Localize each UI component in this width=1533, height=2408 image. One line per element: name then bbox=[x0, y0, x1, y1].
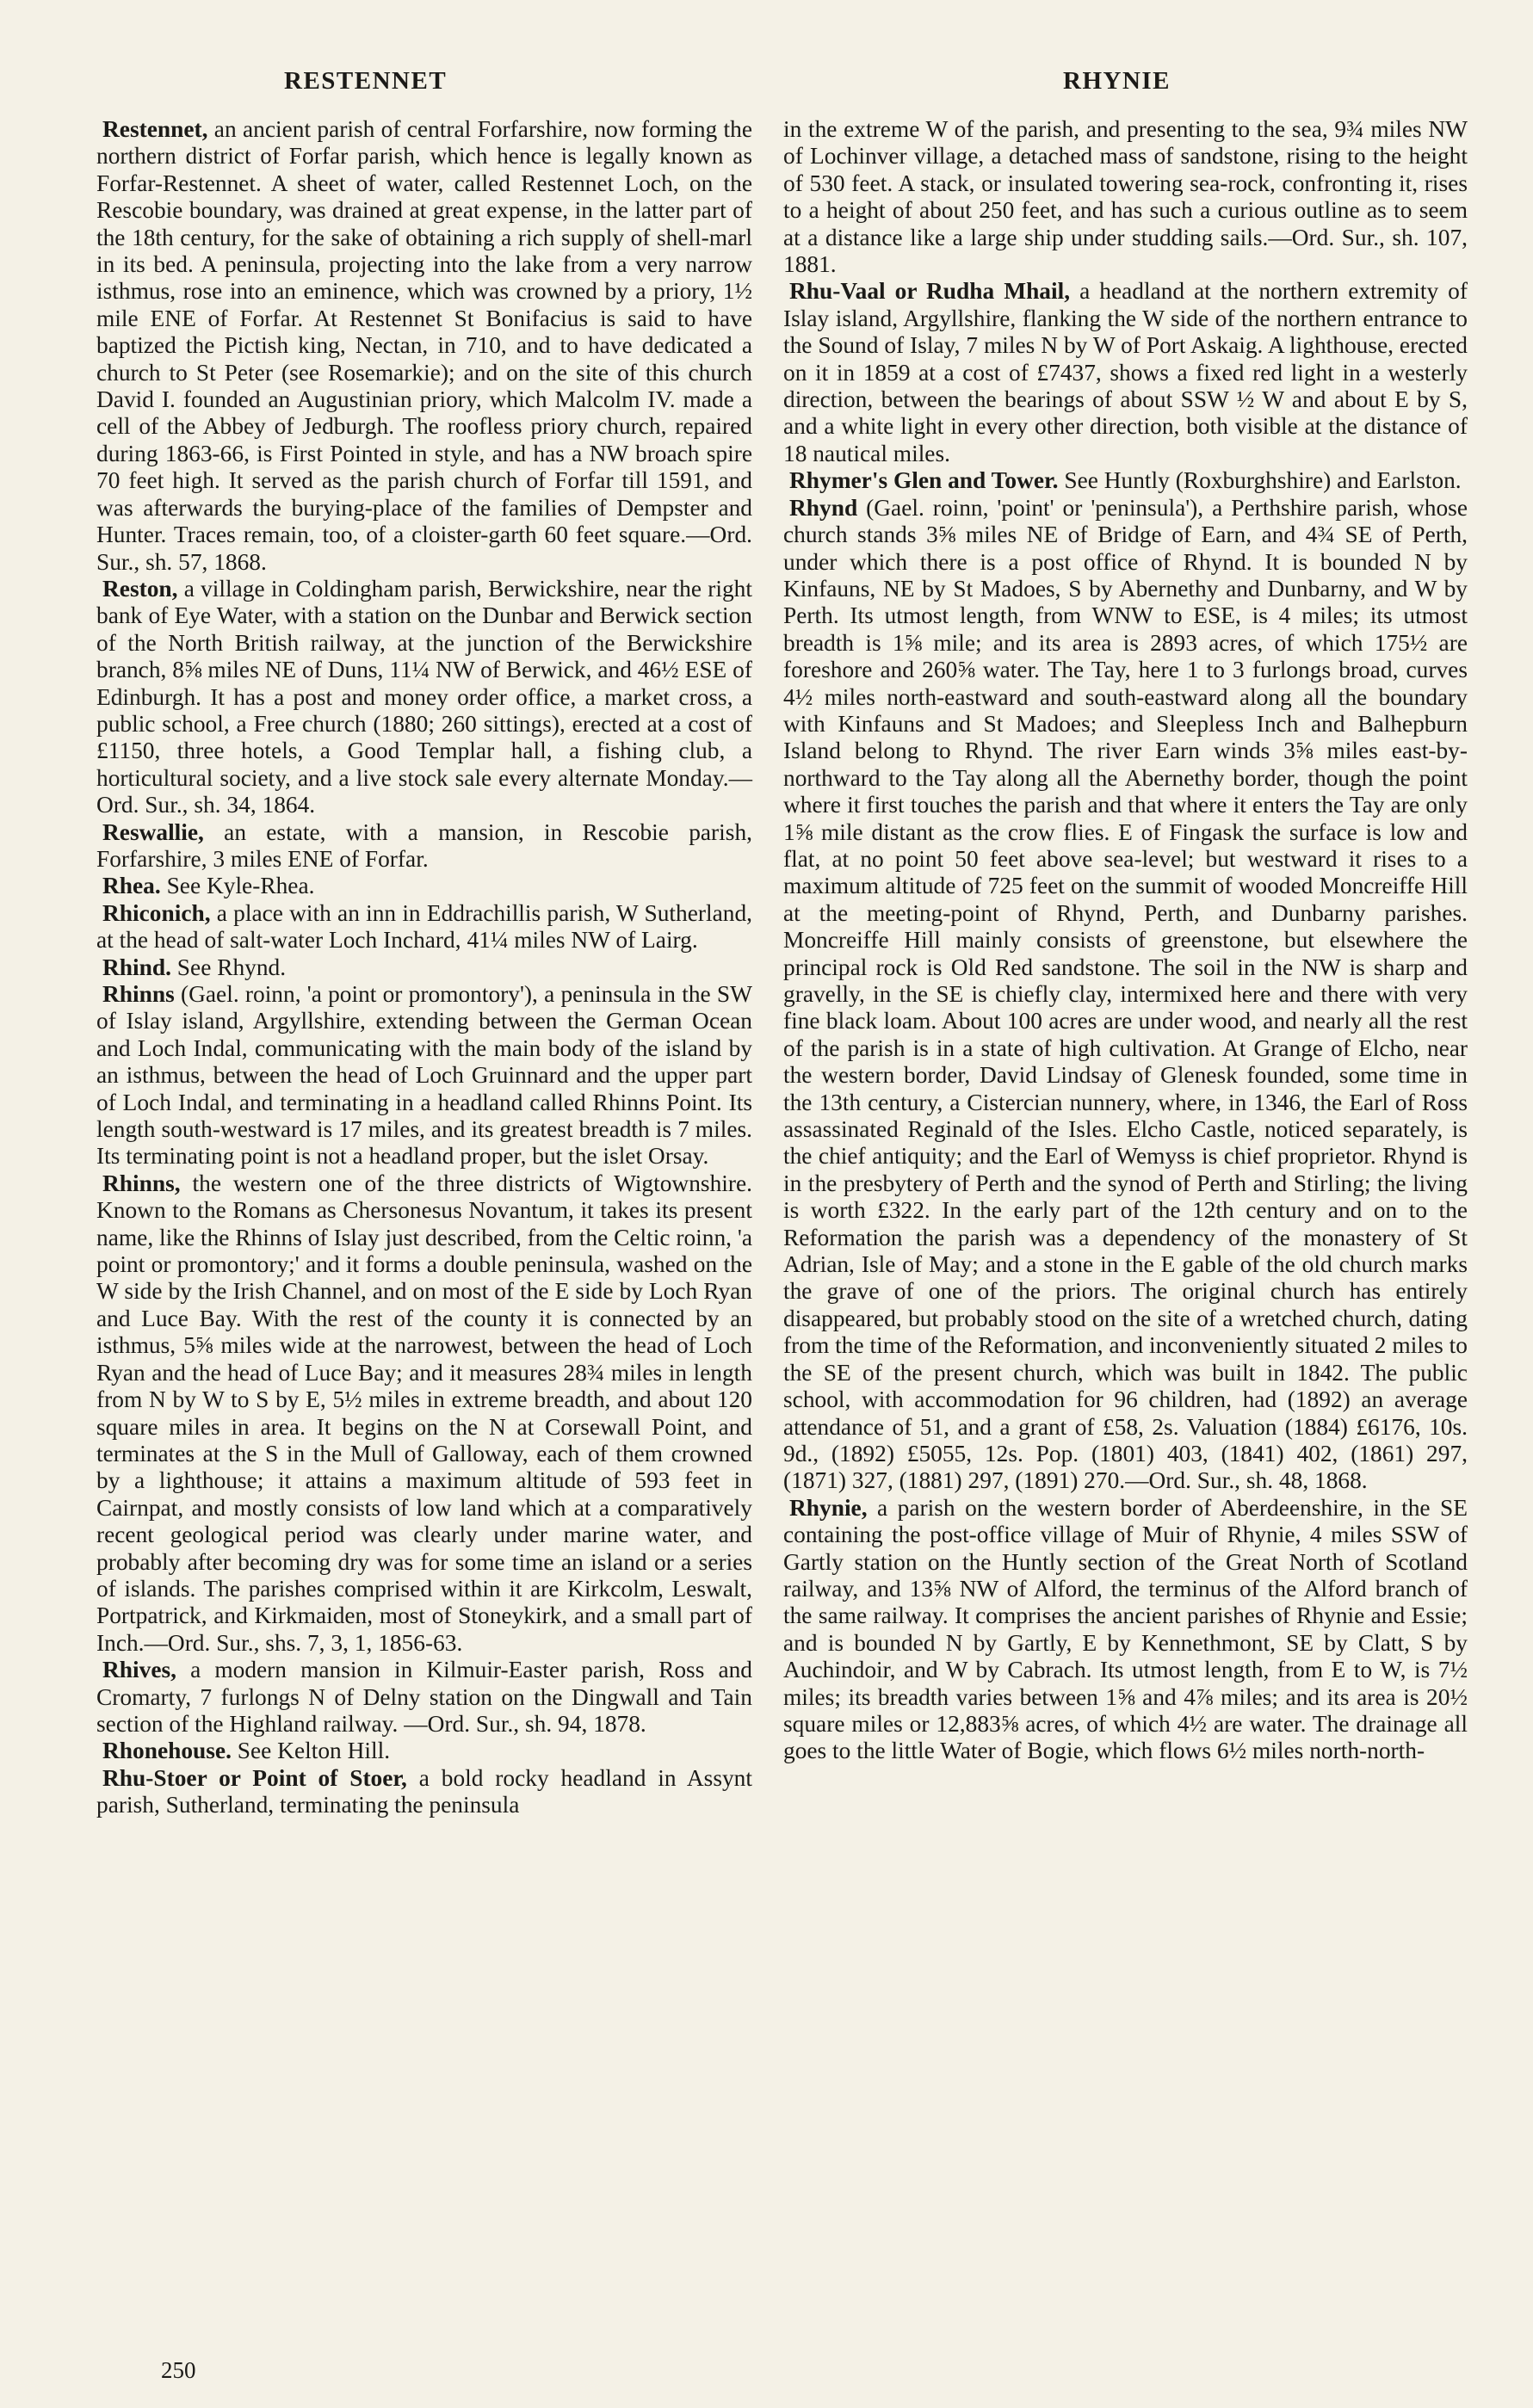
entry-headword: Rhu-Vaal or Rudha Mhail, bbox=[789, 278, 1071, 305]
entry-headword: Rhives, bbox=[102, 1657, 176, 1683]
gazetteer-entry bbox=[96, 576, 752, 819]
entry-text: (Gael. roinn, 'a point or promontory'), a peninsula in the SW of Islay island, Argyllshire, extending between the German Ocean and Loch Indal, communicating with the main body of the island by an isthmus, between the head of Loch Gruinnard and the upper part of Loch Indal, and terminating in a headland called Rhinns Point. Its length south-westward is 17 miles, and its greatest breadth is 7 miles. Its terminating point is not a headland proper, but the islet Orsay. bbox=[96, 981, 752, 1170]
entry-headword: Rhind. bbox=[102, 954, 171, 980]
entry-headword: Reston, bbox=[102, 575, 178, 602]
entry-headword: Reswallie, bbox=[102, 818, 204, 845]
gazetteer-entry bbox=[96, 819, 752, 874]
entry-headword: Rhinns bbox=[102, 981, 175, 1007]
entry-text: an estate, with a mansion, in Rescobie parish, Forfarshire, 3 miles ENE of Forfar. bbox=[96, 818, 752, 872]
entry-headword: Rhynie, bbox=[789, 1494, 868, 1521]
entry-headword: Restennet, bbox=[102, 116, 208, 142]
entry-text: See Rhynd. bbox=[170, 954, 287, 980]
entry-text: a parish on the western border of Aberdeenshire, in the SE containing the post-office village of Muir of Rhynie, 4 miles SSW of Gartly station on the Huntly section of the Great North of Scotland railway, and 13⅝ NW of Alford, the terminus of the Alford branch of the same railway. It comprises the ancient parishes of Rhynie and Essie; and is bounded N by Gartly, E by Kennethmont, SE by Clatt, S by Auchindoir, and W by Cabrach. Its utmost length, from E to W, is 7½ miles; its breadth varies between 1⅝ and 4⅞ miles; and its area is 20½ square miles or 12,883⅝ acres, of which 4½ are water. The drainage all goes to the little Water of Bogie, which flows 6½ miles north-north- bbox=[783, 1494, 1468, 1764]
gazetteer-entry bbox=[96, 954, 752, 981]
entry-text: a bold rocky headland in Assynt parish, Sutherland, terminating the peninsula bbox=[96, 1764, 752, 1818]
entry-text: (Gael. roinn, 'point' or 'peninsula'), a Perthshire parish, whose church stands 3⅝ miles NE of Bridge of Earn, and 4¾ SE of Perth, under which there is a post office of Rhynd. It is bounded N by Kinfauns, NE by St Madoes, S by Abernethy and Dunbarny, and W by Perth. Its utmost length, from WNW to ESE, is 4 miles; its utmost breadth is 1⅝ mile; and its area is 2893 acres, of which 175½ are foreshore and 260⅝ water. The Tay, here 1 to 3 furlongs broad, curves 4½ miles north-eastward and south-eastward along all the boundary with Kinfauns and St Madoes; and Sleepless Inch and Balhepburn Island belong to Rhynd. The river Earn winds 3⅝ miles east-by-northward to the Tay along all the Abernethy border, though the point where it first touches the parish and that where it enters the Tay are only 1⅝ mile distant as the crow flies. E of Fingask the surface is low and flat, at no point 50 feet above sea-level; but westward it rises to a maximum altitude of 725 feet on the summit of wooded Moncreiffe Hill at the meeting-point of Rhynd, Perth, and Dunbarny parishes. Moncreiffe Hill mainly consists of greenstone, but elsewhere the principal rock is Old Red sandstone. The soil in the NW is sharp and gravelly, in the SE is chiefly clay, intermixed here and there with very fine black loam. About 100 acres are under wood, and nearly all the rest of the parish is in a state of high cultivation. At Grange of Elcho, near the western border, David Lindsay of Glenesk founded, some time in the 13th century, a Cistercian nunnery, where, in 1346, the Earl of Ross assassinated Reginald of the Isles. Elcho Castle, noticed separately, is the chief antiquity; and the Earl of Wemyss is chief proprietor. Rhynd is in the presbytery of Perth and the synod of Perth and Stirling; the living is worth £322. In the early part of the 12th century and on to the Reformation the parish was a dependency of the monastery of St Adrian, Isle of May; and a stone in the E gable of the old church marks the grave of one of the priors. The original church has entirely disappeared, but probably stood on the site of a wretched church, dating from the time of the Reformation, and inconveniently situated 2 miles to the SE of the present church, which was built in 1842. The public school, with accommodation for 96 children, had (1892) an average attendance of 51, and a grant of £58, 2s. Valuation (1884) £6176, 10s. 9d., (1892) £5055, 12s. Pop. (1801) 403, (1841) 402, (1861) 297, (1871) 327, (1881) 297, (1891) 270.—Ord. Sur., sh. 48, 1868. bbox=[783, 494, 1468, 1494]
gazetteer-entry bbox=[96, 1765, 752, 1819]
entry-headword: Rhonehouse. bbox=[102, 1738, 232, 1764]
entry-headword: Rhiconich, bbox=[102, 899, 211, 926]
gazetteer-entry bbox=[783, 116, 1468, 278]
gazetteer-entry bbox=[96, 900, 752, 954]
entry-text: a headland at the northern extremity of Islay island, Argyllshire, flanking the W side of the northern entrance to the Sound of Islay, 7 miles N by W of Port Askaig. A lighthouse, erected on it in 1859 at a cost of £7437, shows a fixed red light in a westerly direction, between the bearings of about SSW ½ W and about E by S, and a white light in every other direction, both visible at the distance of 18 nautical miles. bbox=[783, 278, 1468, 466]
entry-headword: Rhu-Stoer or Point of Stoer, bbox=[102, 1764, 407, 1791]
entry-text: a village in Coldingham parish, Berwickshire, near the right bank of Eye Water, with a station on the Dunbar and Berwick section of the North British railway, at the junction of the Berwickshire branch, 8⅝ miles NE of Duns, 11¼ NW of Berwick, and 46½ ESE of Edinburgh. It has a post and money order office, a market cross, a public school, a Free church (1880; 260 sittings), erected at a cost of £1150, three hotels, a Good Templar hall, a fishing club, a horticultural society, and a live stock sale every alternate Monday.—Ord. Sur., sh. 34, 1864. bbox=[96, 575, 752, 818]
page-number: 250 bbox=[161, 2357, 196, 2383]
left-column bbox=[96, 116, 752, 1819]
gazetteer-entry bbox=[783, 278, 1468, 467]
running-head-right: RHYNIE bbox=[1063, 67, 1171, 95]
entry-text: See Huntly (Roxburghshire) and Earlston. bbox=[1058, 467, 1462, 494]
gazetteer-entry bbox=[783, 495, 1468, 1495]
gazetteer-entry bbox=[96, 981, 752, 1170]
entry-text: a modern mansion in Kilmuir-Easter parish, Ross and Cromarty, 7 furlongs N of Delny station on the Dingwall and Tain section of the Highland railway. —Ord. Sur., sh. 94, 1878. bbox=[96, 1657, 752, 1737]
entry-headword: Rhynd bbox=[789, 494, 858, 521]
entry-text: a place with an inn in Eddrachillis parish, W Sutherland, at the head of salt-water Loch Inchard, 41¼ miles NW of Lairg. bbox=[96, 899, 752, 954]
gazetteer-entry bbox=[96, 873, 752, 899]
gazetteer-entry bbox=[96, 1657, 752, 1738]
gazetteer-entry bbox=[783, 1495, 1468, 1765]
gazetteer-entry bbox=[96, 1738, 752, 1764]
running-head-left: RESTENNET bbox=[284, 67, 448, 95]
entry-text: See Kelton Hill. bbox=[231, 1738, 391, 1764]
entry-headword: Rhymer's Glen and Tower. bbox=[789, 467, 1059, 494]
entry-headword: Rhinns, bbox=[102, 1170, 181, 1196]
entry-text: an ancient parish of central Forfarshire, now forming the northern district of Forfar parish, which hence is legally known as Forfar-Restennet. A sheet of water, called Restennet Loch, on the Rescobie boundary, was drained at great expense, in the latter part of the 18th century, for the sake of obtaining a rich supply of shell-marl in its bed. A peninsula, projecting into the lake from a very narrow isthmus, rose into an eminence, which was crowned by a priory, 1½ mile ENE of Forfar. At Restennet St Bonifacius is said to have baptized the Pictish king, Nectan, in 710, and to have dedicated a church to St Peter (see Rosemarkie); and on the site of this church David I. founded an Augustinian priory, which Malcolm IV. made a cell of the Abbey of Jedburgh. The roofless priory church, repaired during 1863-66, is First Pointed in style, and has a NW broach spire 70 feet high. It served as the parish church of Forfar till 1591, and was afterwards the burying-place of the families of Dempster and Hunter. Traces remain, too, of a cloister-garth 60 feet square.—Ord. Sur., sh. 57, 1868. bbox=[96, 116, 752, 575]
gazetteer-entry bbox=[783, 467, 1468, 494]
gazetteer-entry bbox=[96, 1170, 752, 1657]
entry-headword: Rhea. bbox=[102, 873, 161, 899]
entry-text: See Kyle-Rhea. bbox=[160, 873, 315, 899]
entry-text: the western one of the three districts of Wigtownshire. Known to the Romans as Chersonesus Novantum, it takes its present name, like the Rhinns of Islay just described, from the Celtic roinn, 'a point or promontory;' and it forms a double peninsula, washed on the W side by the Irish Channel, and on most of the E side by Loch Ryan and Luce Bay. With the rest of the county it is connected by an isthmus, 5⅝ miles wide at the narrowest, between the head of Loch Ryan and the head of Luce Bay; and it measures 28¾ miles in length from N by W to S by E, 5½ miles in extreme breadth, and about 120 square miles in area. It begins on the N at Corsewall Point, and terminates at the S in the Mull of Galloway, each of them crowned by a lighthouse; it attains a maximum altitude of 593 feet in Cairnpat, and mostly consists of low land which at a comparatively recent geological period was clearly under marine water, and probably after becoming dry was for some time an island or a series of islands. The parishes comprised within it are Kirkcolm, Leswalt, Portpatrick, and Kirkmaiden, most of Stoneykirk, and a small part of Inch.—Ord. Sur., shs. 7, 3, 1, 1856-63. bbox=[96, 1170, 752, 1656]
gazetteer-entry bbox=[96, 116, 752, 576]
right-column bbox=[783, 116, 1468, 1765]
entry-text: in the extreme W of the parish, and presenting to the sea, 9¾ miles NW of Lochinver village, a detached mass of sandstone, rising to the height of 530 feet. A stack, or insulated towering sea-rock, confronting it, rises to a height of about 250 feet, and has such a curious outline as to seem at a distance like a large ship under studding sails.—Ord. Sur., sh. 107, 1881. bbox=[783, 116, 1468, 278]
